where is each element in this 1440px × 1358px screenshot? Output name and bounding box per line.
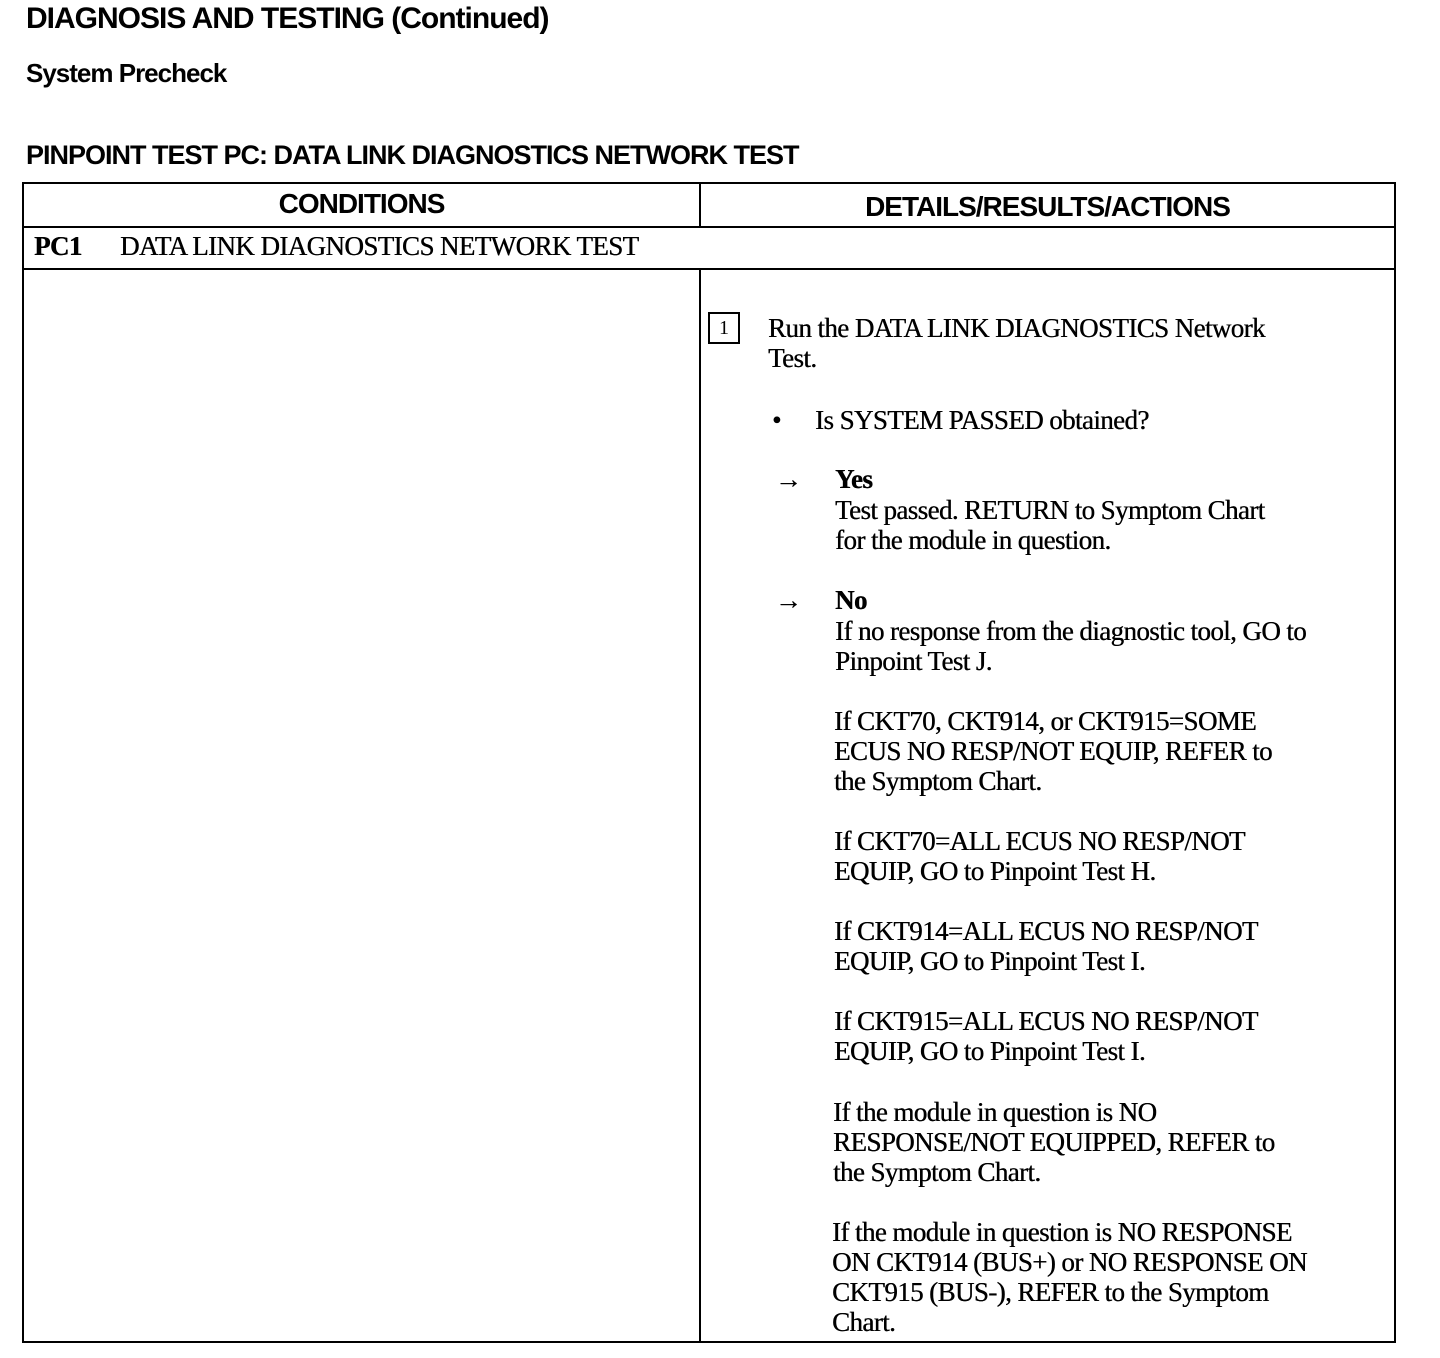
no-paragraph: If CKT914=ALL ECUS NO RESP/NOT EQUIP, GO to Pinpoint Test I. (834, 916, 1258, 976)
header-divider (24, 226, 1394, 228)
no-paragraph: If CKT915=ALL ECUS NO RESP/NOT EQUIP, GO to Pinpoint Test I. (834, 1006, 1258, 1066)
subsection-title: System Precheck (26, 58, 227, 88)
no-text: If no response from the diagnostic tool, GO to Pinpoint Test J. (835, 616, 1307, 676)
no-paragraph: If CKT70, CKT914, or CKT915=SOME ECUS NO RESP/NOT EQUIP, REFER to the Symptom Chart. (834, 706, 1272, 796)
test-title: PINPOINT TEST PC: DATA LINK DIAGNOSTICS NETWORK TEST (26, 140, 799, 170)
yes-label: Yes (835, 464, 873, 494)
no-paragraph: If the module in question is NO RESPONSE/NOT EQUIPPED, REFER to the Symptom Chart. (833, 1097, 1275, 1187)
details-header: DETAILS/RESULTS/ACTIONS (865, 191, 1230, 222)
no-paragraph: If the module in question is NO RESPONSE ON CKT914 (BUS+) or NO RESPONSE ON CKT915 (BUS-), REFER to the Symptom Chart. (832, 1217, 1307, 1337)
section-title: DIAGNOSIS AND TESTING (Continued) (26, 2, 549, 35)
arrow-right-icon: → (775, 464, 802, 494)
step-title: DATA LINK DIAGNOSTICS NETWORK TEST (120, 231, 639, 261)
yes-text: Test passed. RETURN to Symptom Chart for the module in question. (835, 495, 1265, 555)
step-row-divider (24, 268, 1394, 270)
step-id: PC1 (34, 231, 82, 261)
column-divider-body (699, 270, 701, 1341)
conditions-header: CONDITIONS (278, 188, 445, 219)
step-number-box: 1 (708, 312, 740, 344)
instruction: Run the DATA LINK DIAGNOSTICS Network Test. (768, 313, 1265, 373)
no-paragraph: If CKT70=ALL ECUS NO RESP/NOT EQUIP, GO to Pinpoint Test H. (834, 826, 1245, 886)
question: Is SYSTEM PASSED obtained? (815, 405, 1149, 435)
bullet-icon: • (772, 405, 781, 435)
no-label: No (835, 585, 867, 615)
arrow-right-icon: → (775, 585, 802, 615)
